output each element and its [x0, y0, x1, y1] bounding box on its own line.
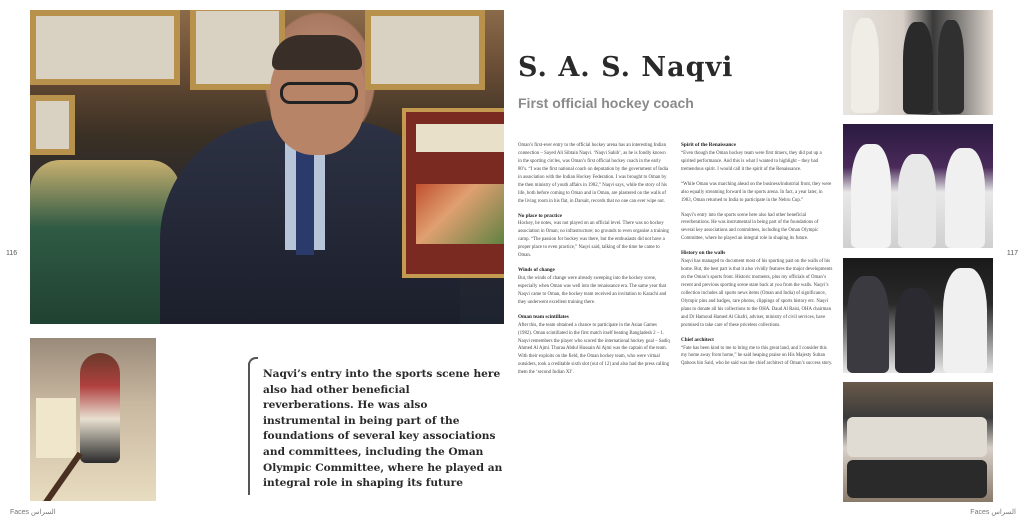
body-paragraph: Hockey, he notes, was not played on an official level. There was no hockey association in Oman; no infrastructure; no grounds to even organise a training camp. “The passion for hockey was there, but the enthusiasts did not have a proper place to even practice,” Naqvi said, talking of the time he came to Oman.	[518, 221, 669, 259]
body-paragraph: After this, the team obtained a chance to participate in the Asian Games (1982). Oman scintillated in the first match itself beating Bangladesh 2 – 1. Naqvi remembers the player who scored the international hockey goal – Sadiq Ahmed Al Ajmi. Thuraa Abdul Hussain Al Ajmi was the captain of the team. With their exploits on the field, the Oman hockey team, who were virtual outsiders, took a creditable sixth slot (out of 12) and also had the press calling them the ‘second Indian XI’.	[518, 322, 670, 376]
magazine-logo-left: Faces السراس	[10, 509, 56, 516]
photo-officials	[843, 124, 993, 248]
photo-reception	[843, 10, 993, 115]
pull-quote: Naqvi’s entry into the sports scene here also had other beneficial reverberations. He was also instrumental in being part of the foundations of several key associations and committees, including the Oman Olympic Committee, where he played an integral role in shaping its future	[263, 368, 503, 490]
body-column-1	[518, 142, 670, 384]
body-paragraph: Naqvi has managed to document most of his sporting past on the walls of his home. But, the best part is that it also vividly features the major developments on the Oman’s sports front. Historic moments, plus my officials of Oman’s recent and previous sporting scene stare back at you from the walls. Naqvi’s collection includes all sports news items (Oman and India) of significance, Olympic pins and badges, rare photos, clippings of sports history etc. Naqvi plans to donate all his collections to the OHA. Daud Al Raisi, OHA chairman and Dr Hamoud Hamed Al Ghafri, adviser, ministry of civil services, have promised to take care of these priceless collections.	[681, 259, 833, 328]
body-paragraph: But, the winds of change were already sweeping into the hockey scene, especially when Oman was well into the renaissance era. The same year that Naqvi came to Oman, the hockey team received an invitation to Karachi and they underwent excellent training there.	[518, 275, 667, 305]
quote-hook-decoration	[244, 357, 258, 495]
photo-group	[843, 382, 993, 502]
page-number-left: 116	[6, 250, 18, 257]
article-title: S. A. S. Naqvi	[518, 52, 734, 83]
body-paragraph: Naqvi’s entry into the sports scene here also had other beneficial reverberations. He was instrumental in being part of the foundations of several key associations and committees, including the Oman Olympic Committee, where he played an integral role in shaping its future.	[681, 212, 819, 242]
body-paragraph: “Even though the Oman hockey team were first timers, they did put up a spirited performance. And this is what I wanted to highlight – they had tremendous spirit. I would call it the spirit of the Renaissance.	[681, 150, 822, 172]
magazine-logo-right: Faces السراس	[970, 509, 1016, 516]
section-heading: Winds of change	[518, 267, 555, 274]
body-paragraph: “Fate has been kind to me to bring me to this great land, and I consider this my home away from home,” he said heaping praise on His Majesty Sultan Qaboos bin Said, who he said was the chief architect of Oman’s success story.	[681, 345, 833, 367]
section-heading: No place to practice	[518, 212, 562, 219]
article-subtitle: First official hockey coach	[518, 95, 694, 111]
section-heading: Chief architect	[681, 336, 714, 343]
page-number-right: 117	[1006, 250, 1018, 257]
body-column-2	[681, 142, 833, 375]
section-heading: Spirit of the Renaissance	[681, 142, 736, 148]
photo-award	[843, 258, 993, 373]
section-heading: History on the walls	[681, 250, 726, 257]
vintage-hockey-photo	[30, 338, 156, 501]
body-paragraph: Oman’s first-ever entry to the official hockey arena has an interesting Indian connection – Sayed Ali Sibtain Naqvi. ‘Naqvi Sahib’, as he is fondly known in the sporting circles, was Oman’s first official hockey coach in the early 80’s. “I was the first national coach on deputation by the government of India in association with the Indian Hockey Federation. I was brought to Oman by the then ministry of youth affairs in 1982,” Naqvi says, while the story of his life, both before coming to Oman and in Oman, are plastered on the walls of the living room in his flat, in Darsait, records that no one can ever wipe out.	[518, 143, 669, 204]
body-paragraph: “While Oman was marching ahead on the business/industrial front, they were also equally streaming forward in the sports arena. In fact, a year later, in 1983, Oman returned to India to participate in the Nehru Cup.”	[681, 181, 832, 203]
portrait-photo	[30, 10, 504, 324]
section-heading: Oman team scintillates	[518, 313, 569, 320]
friendship-match-board	[402, 108, 504, 278]
